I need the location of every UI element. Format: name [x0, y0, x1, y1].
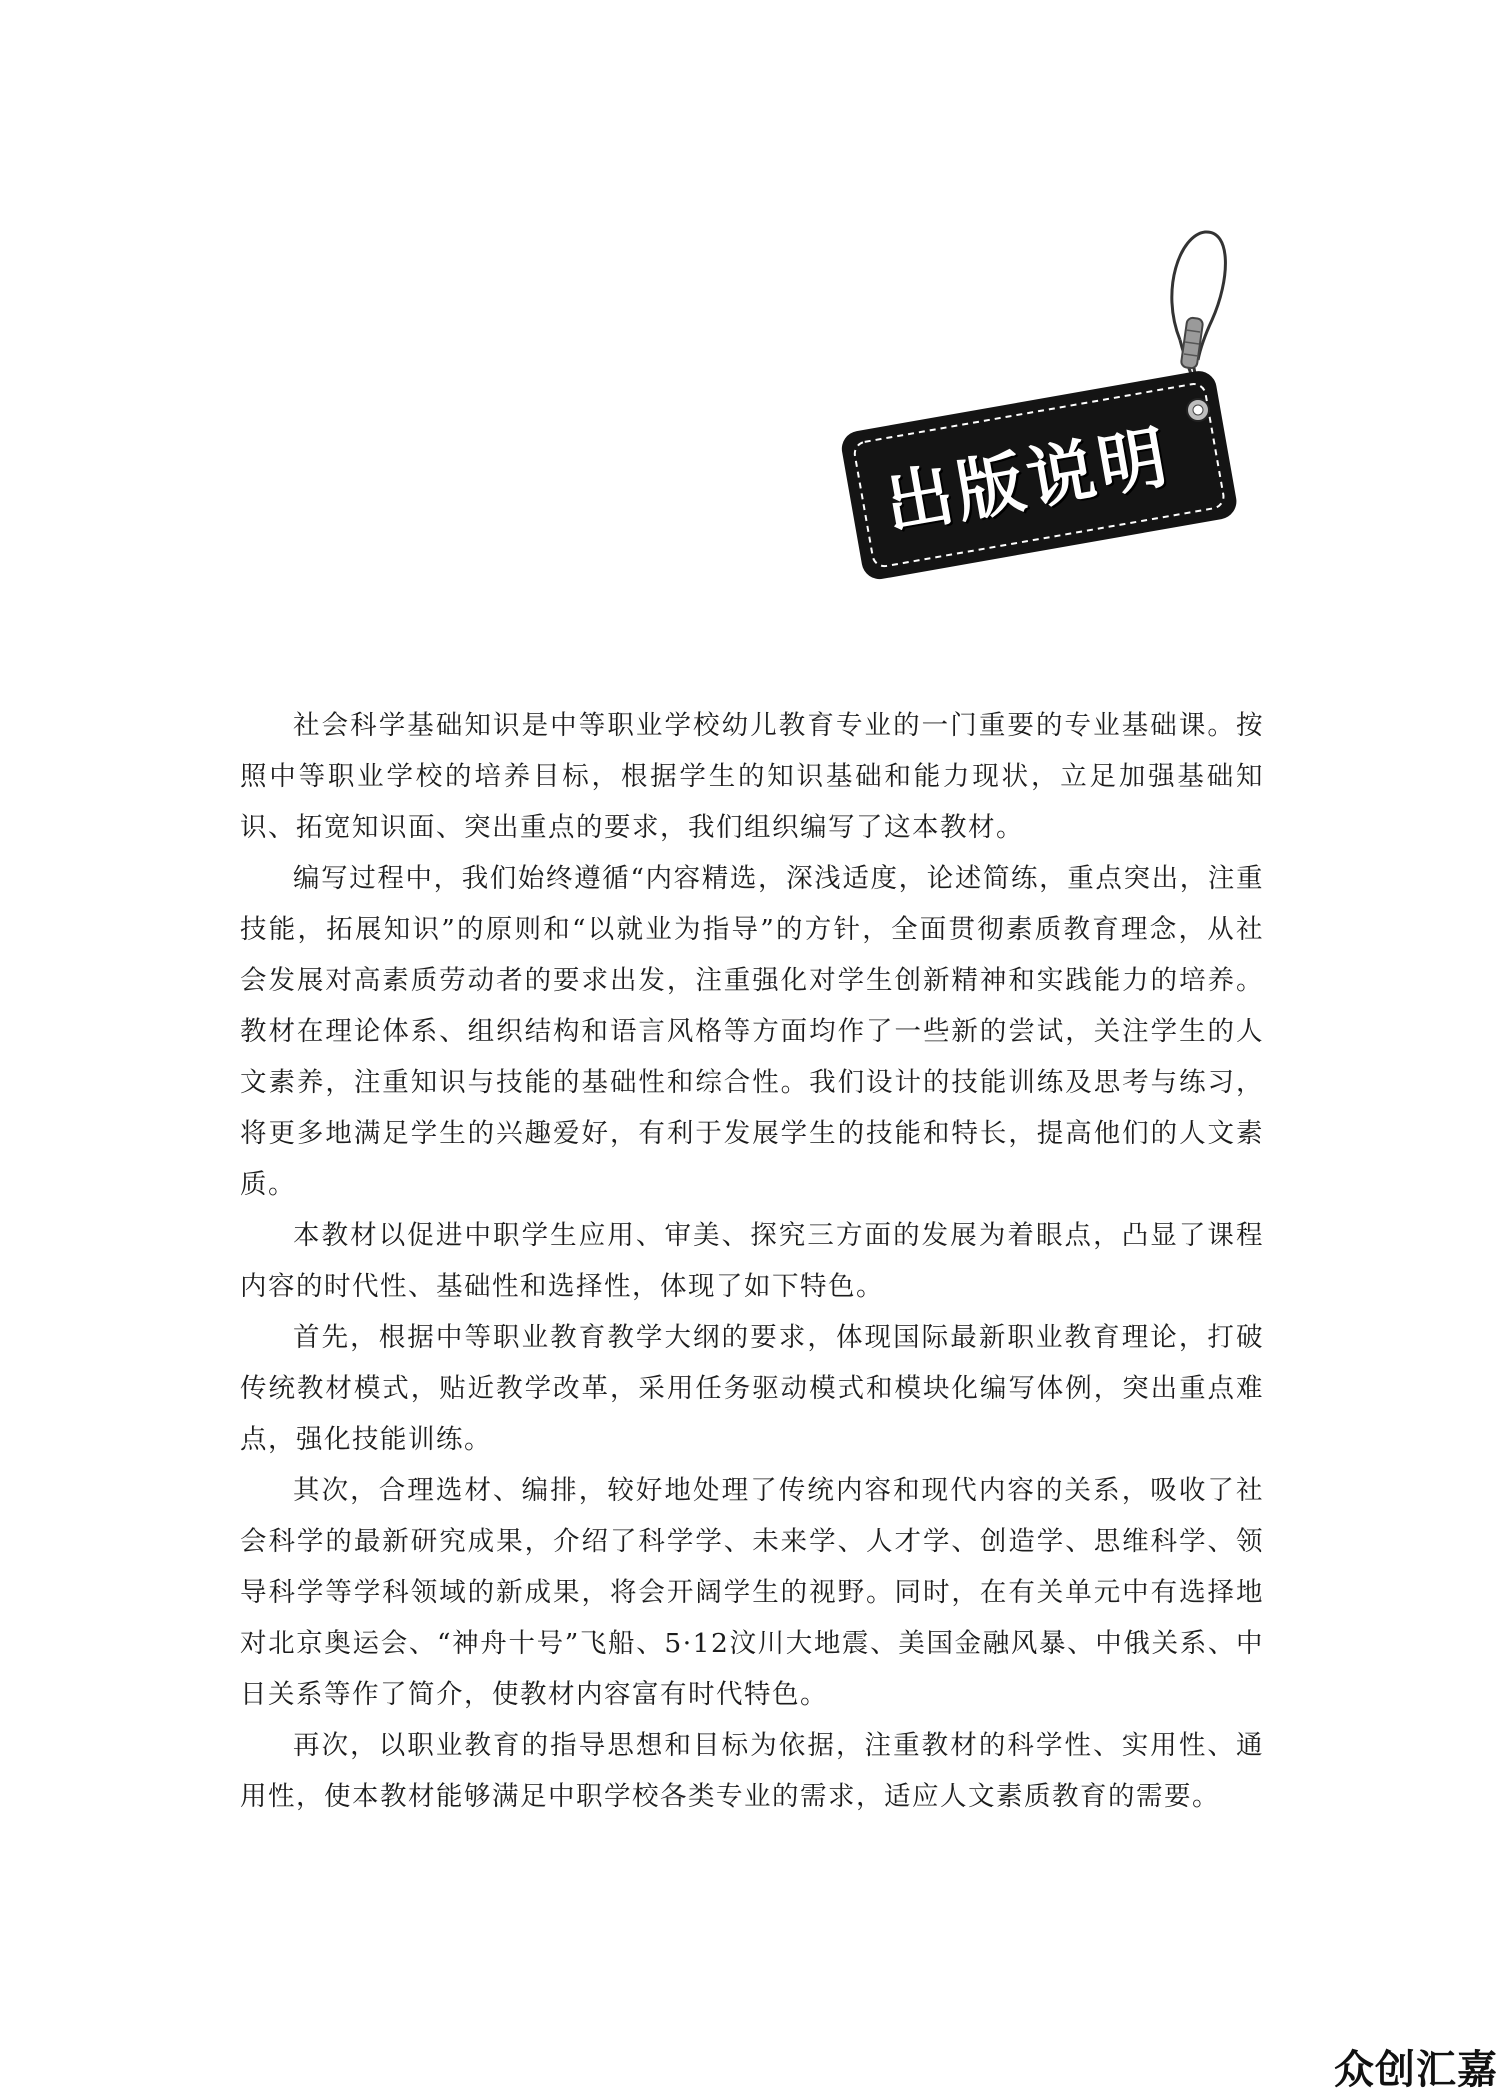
paragraph: 首先，根据中等职业教育教学大纲的要求，体现国际最新职业教育理论，打破传统教材模式，贴近教学改革，采用任务驱动模式和模块化编写体例，突出重点难点，强化技能训练。 — [240, 1322, 1264, 1455]
paragraph: 编写过程中，我们始终遵循“内容精选，深浅适度，论述简练，重点突出，注重技能，拓展知识”的原则和“以就业为指导”的方针，全面贯彻素质教育理念，从社会发展对高素质劳动者的要求出发，注重强化对学生创新精神和实践能力的培养。教材在理论体系、组织结构和语言风格等方面均作了一些新的尝试，关注学生的人文素养，注重知识与技能的基础性和综合性。我们设计的技能训练及思考与练习，将更多地满足学生的兴趣爱好，有利于发展学生的技能和特长，提高他们的人文素质。 — [240, 863, 1264, 1200]
body-text — [240, 700, 1264, 1822]
tag-title: 出版说明 — [879, 417, 1177, 546]
paragraph: 社会科学基础知识是中等职业学校幼儿教育专业的一门重要的专业基础课。按照中等职业学校的培养目标，根据学生的知识基础和能力现状，立足加强基础知识、拓宽知识面、突出重点的要求，我们组织编写了这本教材。 — [240, 710, 1264, 843]
hanging-tag-icon — [800, 210, 1270, 630]
paragraph: 本教材以促进中职学生应用、审美、探究三方面的发展为着眼点，凸显了课程内容的时代性、基础性和选择性，体现了如下特色。 — [240, 1220, 1264, 1302]
paragraph: 再次，以职业教育的指导思想和目标为依据，注重教材的科学性、实用性、通用性，使本教材能够满足中职学校各类专业的需求，适应人文素质教育的需要。 — [240, 1730, 1264, 1812]
paragraph: 其次，合理选材、编排，较好地处理了传统内容和现代内容的关系，吸收了社会科学的最新研究成果，介绍了科学学、未来学、人才学、创造学、思维科学、领导科学等学科领域的新成果，将会开阔学生的视野。同时，在有关单元中有选择地对北京奥运会、“神舟十号”飞船、5·12汶川大地震、美国金融风暴、中俄关系、中日关系等作了简介，使教材内容富有时代特色。 — [240, 1475, 1264, 1710]
watermark: 众创汇嘉 — [1334, 2047, 1498, 2093]
